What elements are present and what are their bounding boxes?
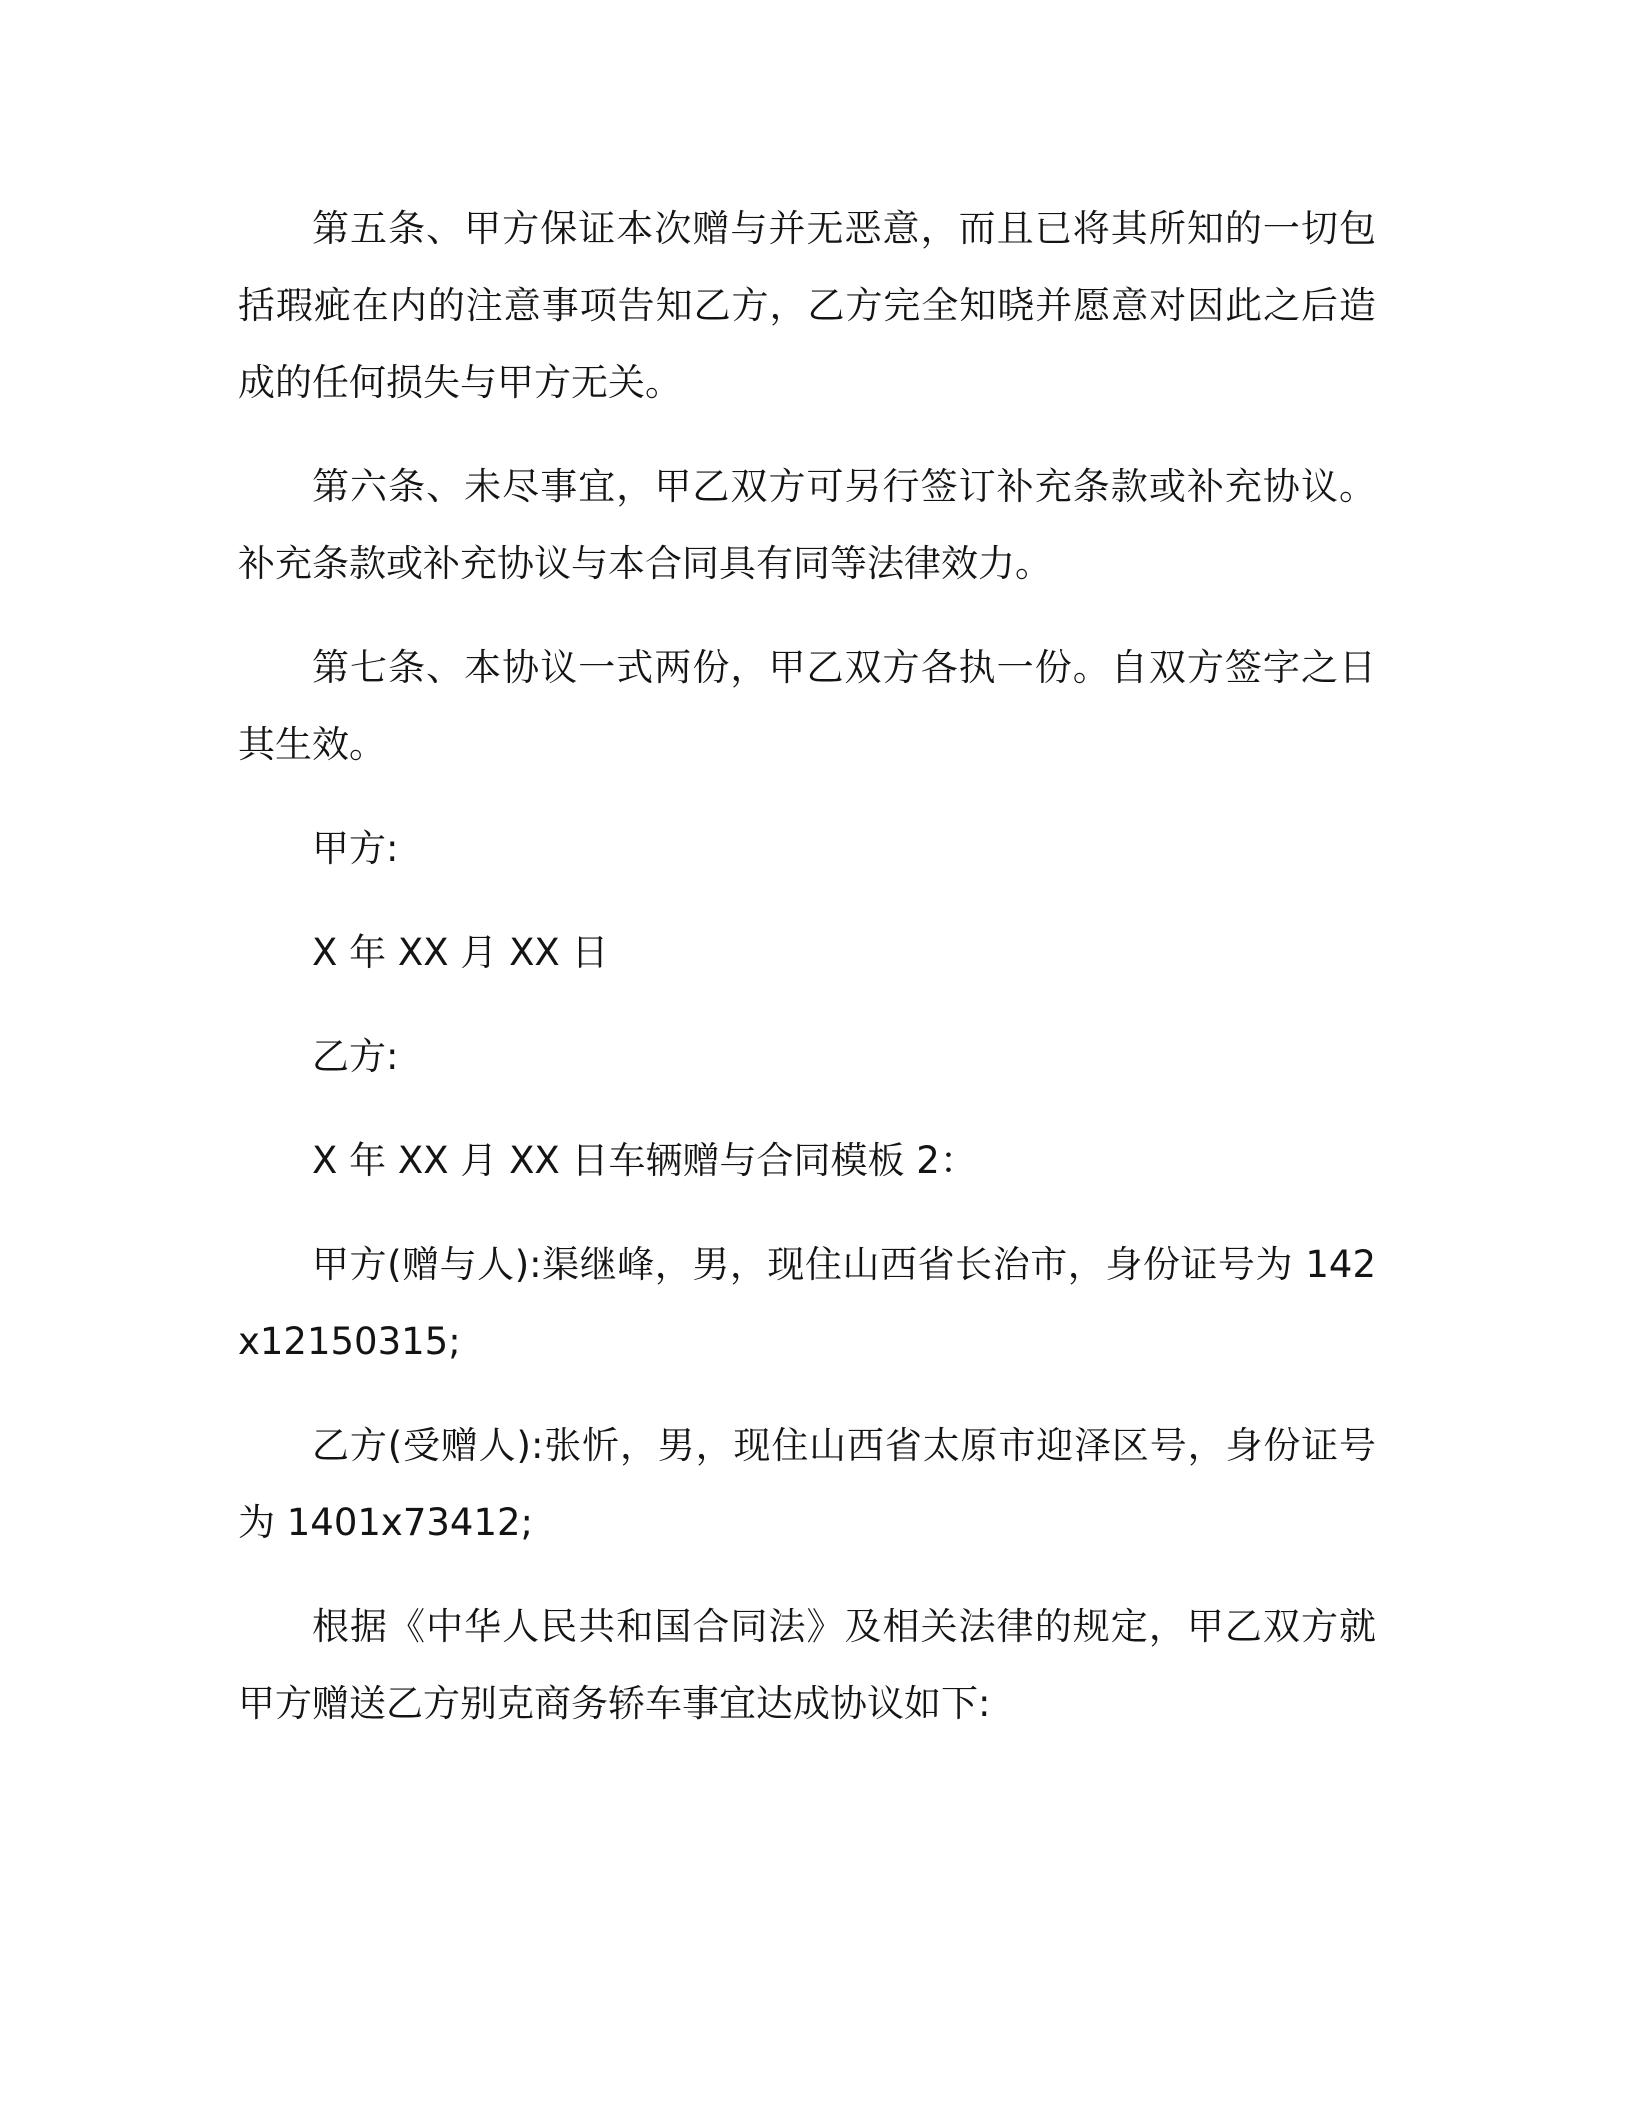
party-a-signature-line: 甲方:	[312, 827, 399, 870]
document-body	[238, 190, 1376, 1769]
clause-5-paragraph: 第五条、甲方保证本次赠与并无恶意，而且已将其所知的一切包括瑕疵在内的注意事项告知乙方，乙方完全知晓并愿意对因此之后造成的任何损失与甲方无关。	[238, 207, 1376, 404]
agreement-preamble-paragraph: 根据《中华人民共和国合同法》及相关法律的规定，甲乙双方就甲方赠送乙方别克商务轿车事宜达成协议如下:	[238, 1605, 1376, 1725]
template-2-heading: X 年 XX 月 XX 日车辆赠与合同模板 2：	[312, 1139, 977, 1182]
party-b-signature-line: 乙方:	[312, 1035, 399, 1078]
clause-7-paragraph: 第七条、本协议一式两份，甲乙双方各执一份。自双方签字之日其生效。	[238, 646, 1376, 766]
clause-6-paragraph: 第六条、未尽事宜，甲乙双方可另行签订补充条款或补充协议。补充条款或补充协议与本合同具有同等法律效力。	[238, 465, 1376, 585]
donor-info-paragraph: 甲方(赠与人):渠继峰，男，现住山西省长治市，身份证号为 142x12150315;	[238, 1243, 1376, 1363]
party-a-date-line: X 年 XX 月 XX 日	[312, 931, 609, 974]
donee-info-paragraph: 乙方(受赠人):张忻，男，现住山西省太原市迎泽区号，身份证号为 1401x73412;	[238, 1424, 1376, 1544]
